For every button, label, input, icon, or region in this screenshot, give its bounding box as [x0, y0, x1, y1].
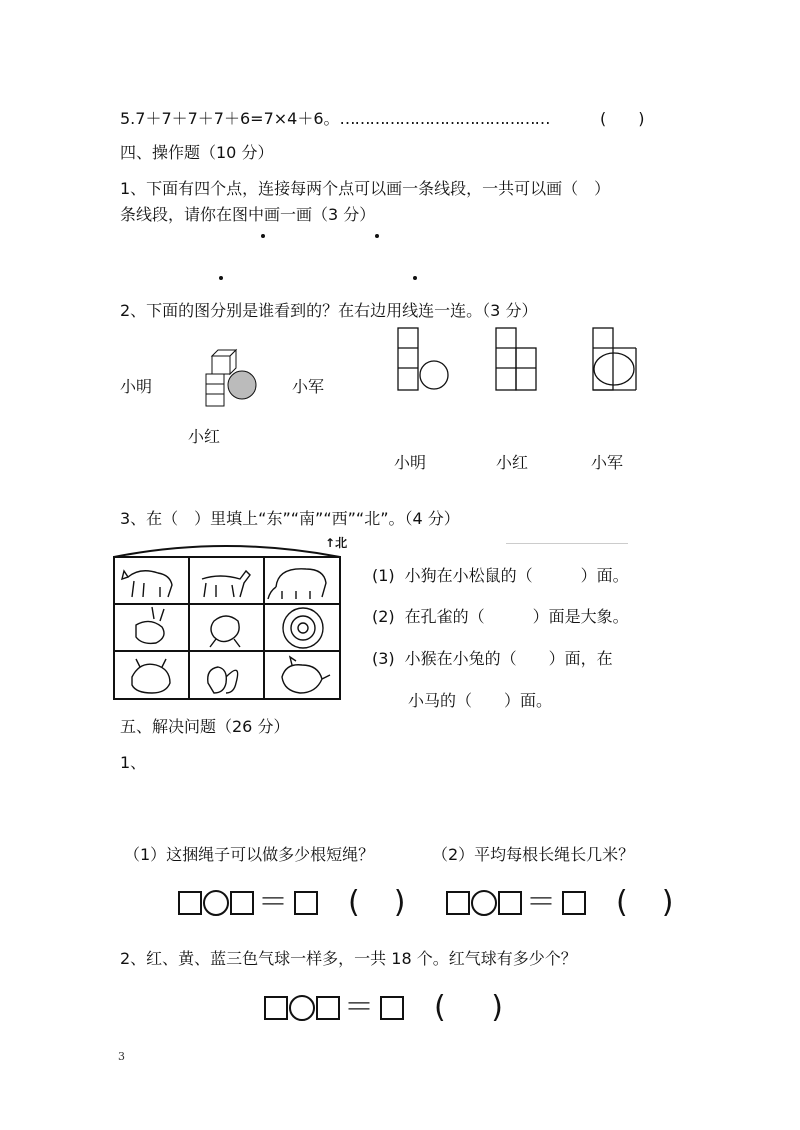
blank-box[interactable] — [264, 996, 288, 1020]
judge-item-5 — [120, 106, 550, 129]
q3-item-3-text: 小猴在小兔的（ ）面，在 — [404, 649, 613, 668]
blank-box[interactable] — [446, 891, 470, 915]
arrow-up-icon: ↑ — [325, 536, 336, 550]
q3-item-3 — [372, 646, 613, 669]
point-d[interactable] — [413, 276, 417, 280]
q3-item-1-num: (1) — [372, 566, 395, 585]
point-a[interactable] — [261, 234, 265, 238]
q1-line2: 条线段，请你在图中画一画（3 分） — [120, 205, 376, 224]
judge-item-5-text: 5.7＋7＋7＋7＋6=7×4＋6。 — [120, 109, 340, 128]
q3-prompt: 3、在（ ）里填上“东”“南”“西”“北”。（4 分） — [120, 509, 460, 528]
blank-box[interactable] — [316, 996, 340, 1020]
point-c[interactable] — [219, 276, 223, 280]
equals-sign: ＝ — [526, 884, 558, 920]
problem-1-label: 1、 — [120, 753, 147, 772]
view-a — [398, 328, 448, 390]
q3-item-3-continued: 小马的（ ）面。 — [408, 691, 553, 710]
observer-left-label: 小明 — [120, 377, 153, 396]
view-c — [593, 328, 636, 390]
view-label-2: 小红 — [496, 453, 529, 472]
judge-item-5-answer-paren[interactable]: ( ) — [600, 109, 645, 128]
observer-right-label: 小军 — [292, 377, 325, 396]
divider-line — [506, 543, 628, 544]
unit-paren[interactable]: ( ) — [616, 884, 676, 920]
q1-line1: 1、下面有四个点，连接每两个点可以画一条线段，一共可以画（ ） — [120, 179, 611, 198]
problem-1-sub-2: （2）平均每根长绳长几米？ — [432, 845, 635, 864]
view-label-1: 小明 — [394, 453, 427, 472]
observer-front-label: 小红 — [188, 427, 221, 446]
q3-item-2 — [372, 604, 629, 627]
unit-paren[interactable]: ( ) — [434, 989, 505, 1025]
view-b — [496, 328, 536, 390]
problem-1-sub-1: （1）这捆绳子可以做多少根短绳？ — [124, 845, 375, 864]
blank-box[interactable] — [498, 891, 522, 915]
q3-item-1 — [372, 563, 629, 586]
blank-box[interactable] — [562, 891, 586, 915]
equals-sign: ＝ — [344, 989, 376, 1025]
q3-item-1-text: 小狗在小松鼠的（ ）面。 — [404, 566, 629, 585]
blank-box[interactable] — [294, 891, 318, 915]
q3-item-2-text: 在孔雀的（ ）面是大象。 — [404, 607, 629, 626]
unit-paren[interactable]: ( ) — [348, 884, 408, 920]
operator-circle[interactable] — [289, 995, 315, 1021]
equation-3 — [264, 990, 505, 1025]
problem-2-text: 2、红、黄、蓝三色气球一样多，一共 18 个。红气球有多少个？ — [120, 949, 577, 968]
north-label: 北 — [335, 536, 348, 550]
blank-box[interactable] — [178, 891, 202, 915]
view-label-3: 小军 — [591, 453, 624, 472]
equation-2 — [446, 885, 675, 920]
operator-circle[interactable] — [203, 890, 229, 916]
blank-box[interactable] — [230, 891, 254, 915]
q3-item-3-num: (3) — [372, 649, 395, 668]
section-4-title: 四、操作题（10 分） — [120, 143, 274, 162]
three-views-figures — [396, 326, 656, 394]
operator-circle[interactable] — [471, 890, 497, 916]
equals-sign: ＝ — [258, 884, 290, 920]
judge-item-5-dots: …………………………………… — [339, 109, 550, 128]
animal-grid — [110, 537, 350, 707]
point-b[interactable] — [375, 234, 379, 238]
section-5-title: 五、解决问题（26 分） — [120, 717, 290, 736]
q2-prompt: 2、下面的图分别是谁看到的？在右边用线连一连。（3 分） — [120, 301, 538, 320]
cubes-and-ball-figure — [200, 348, 264, 410]
q3-item-2-num: (2) — [372, 607, 395, 626]
page-number: 3 — [118, 1050, 125, 1063]
equation-1 — [178, 885, 407, 920]
blank-box[interactable] — [380, 996, 404, 1020]
